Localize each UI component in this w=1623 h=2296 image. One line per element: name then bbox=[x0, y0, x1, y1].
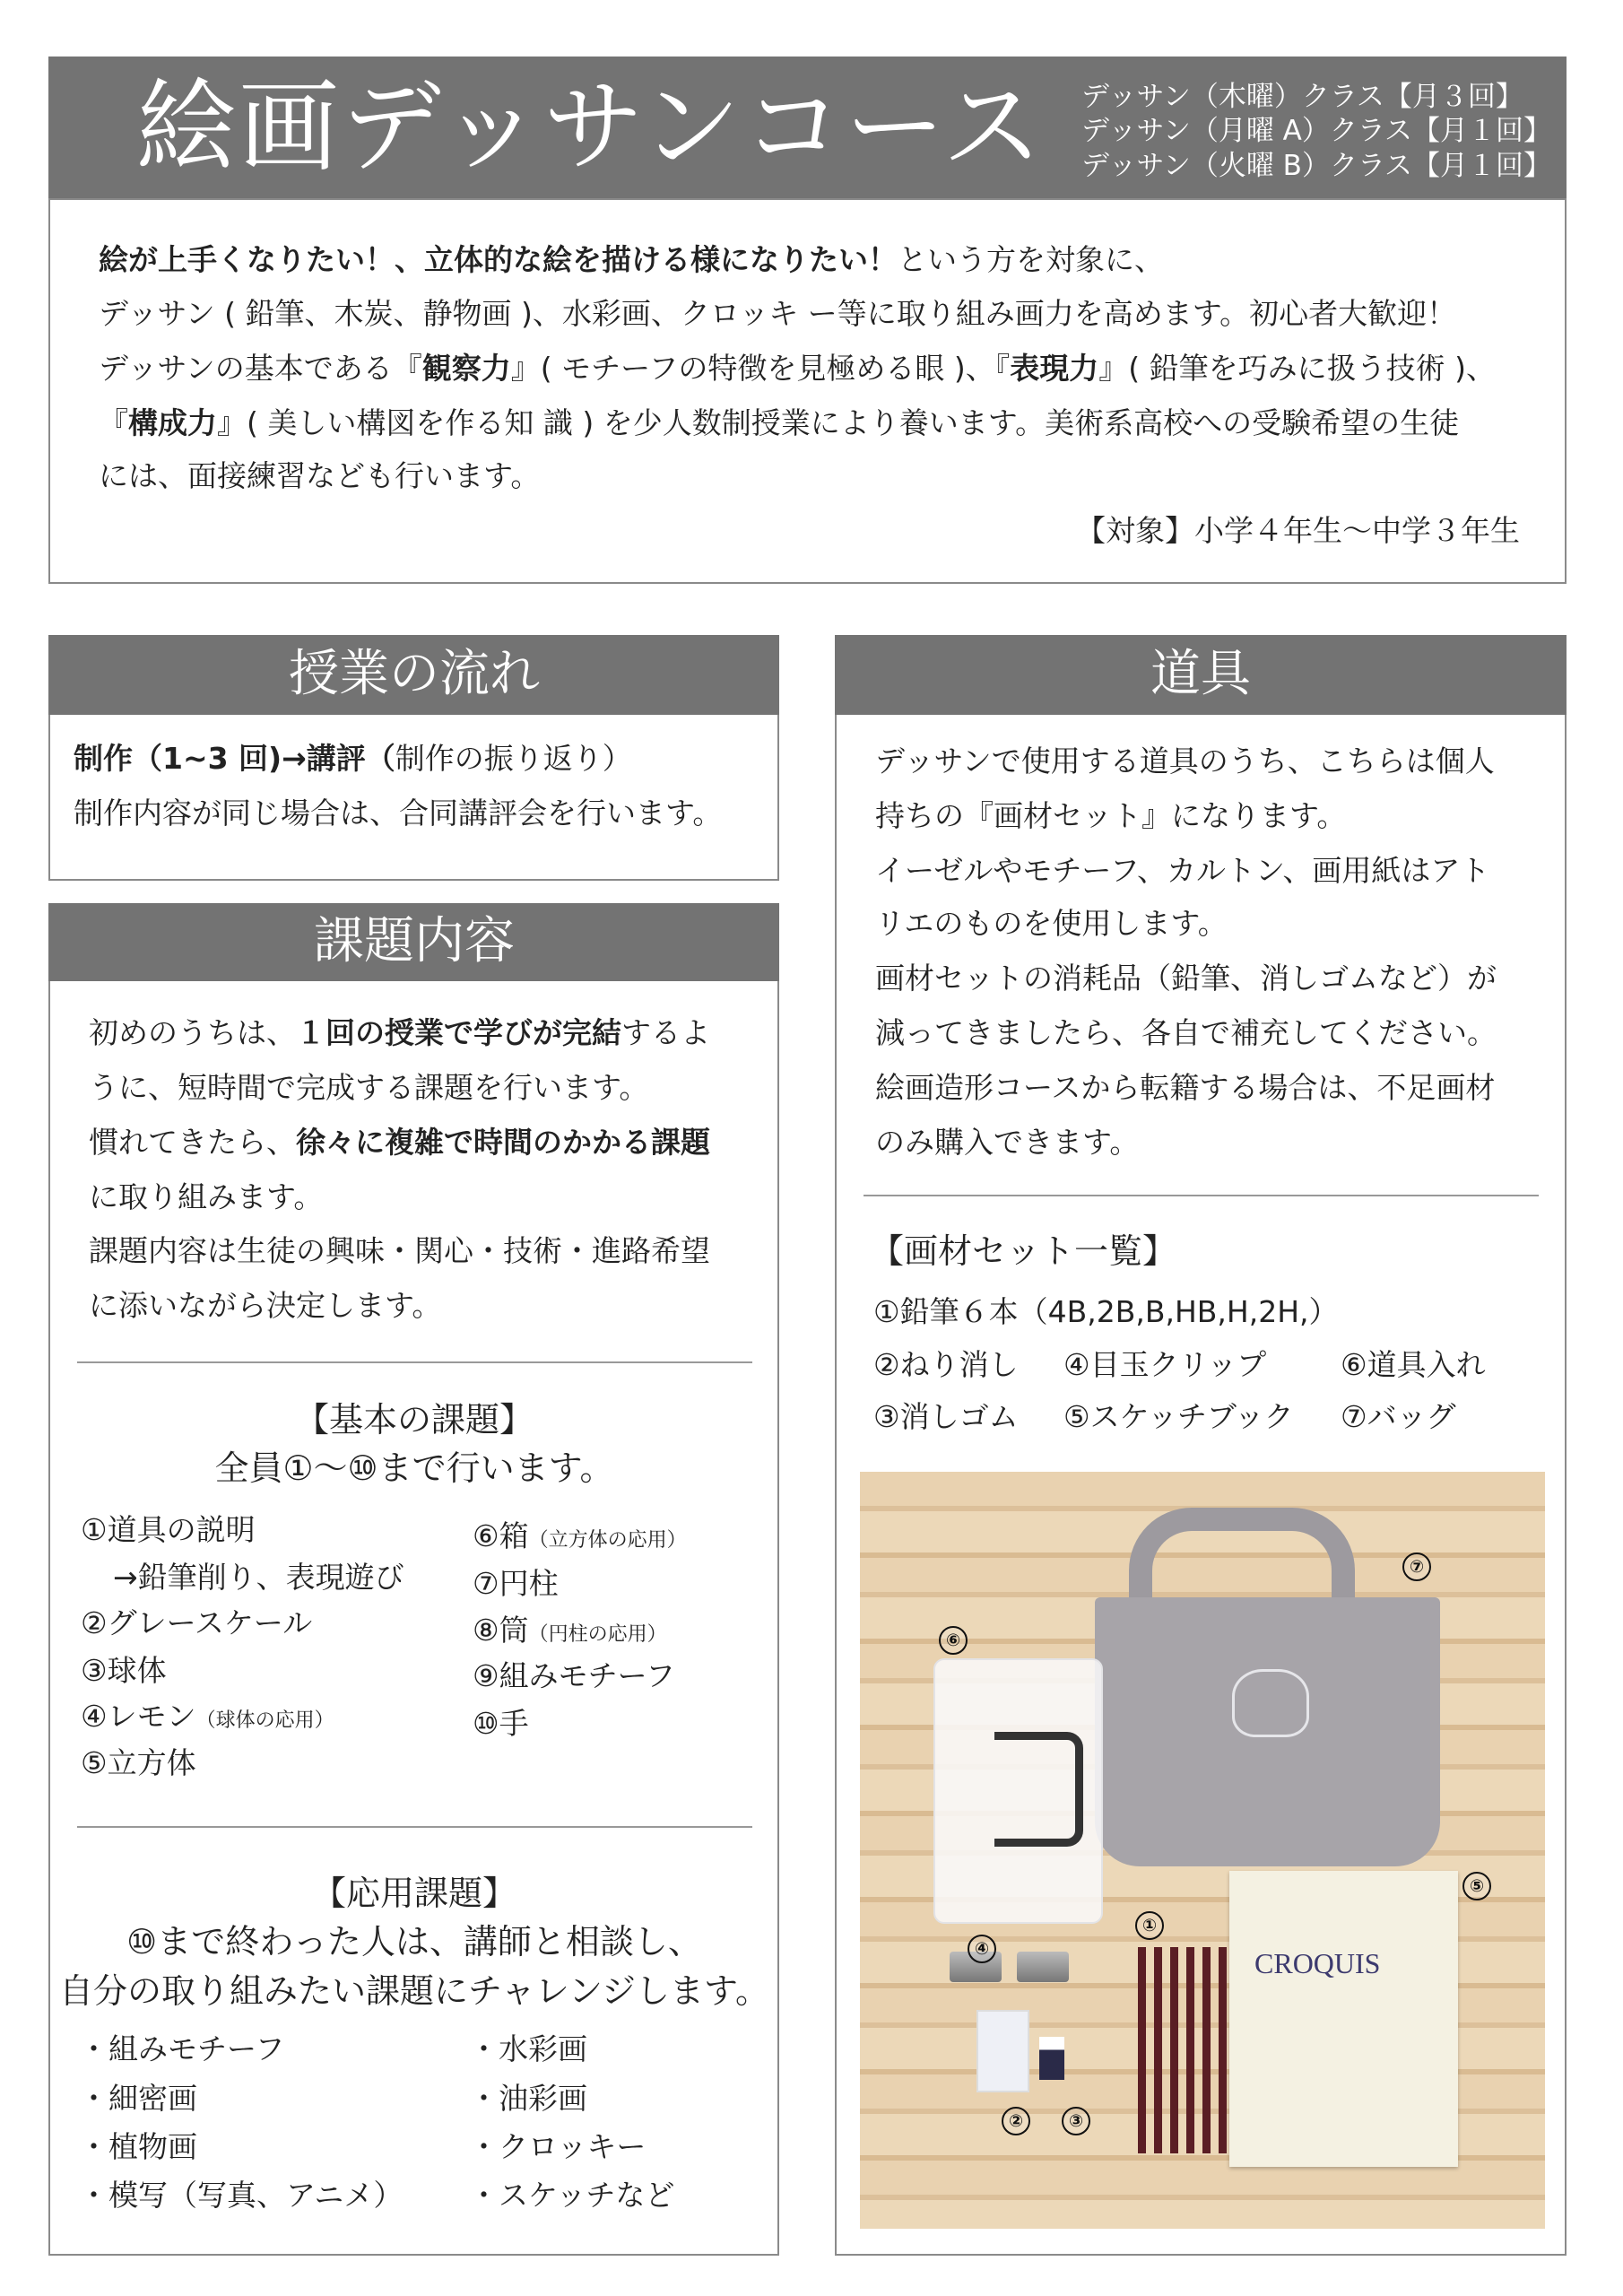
art-set-title: 【画材セット一覧】 bbox=[870, 1231, 1177, 1271]
tools-line: 持ちの『画材セット』になります。 bbox=[875, 798, 1347, 833]
tasks-line-6: に添いながら決定します。 bbox=[89, 1288, 442, 1323]
binder-clip bbox=[1017, 1952, 1069, 1982]
basic-task-7: ⑦円柱 bbox=[473, 1566, 559, 1601]
art-set-item: ④目玉クリップ bbox=[1063, 1347, 1267, 1382]
basic-task-2: ②グレースケール bbox=[81, 1605, 313, 1640]
flow-bold: 制作（1~3 回)→講評（ bbox=[74, 741, 395, 776]
label-5: ⑤ bbox=[1462, 1872, 1491, 1900]
advanced-tasks-line-2: 自分の取り組みたい課題にチャレンジします。 bbox=[59, 1971, 769, 2011]
tasks-text: 初めのうちは、 bbox=[89, 1015, 296, 1050]
basic-tasks-subtitle: 全員①～⑩まで行います。 bbox=[214, 1448, 614, 1488]
intro-text: 』( 美しい構図を作る知 識 ) を少人数制授業により養います。美術系高校への受験希望の生徒 bbox=[217, 405, 1460, 440]
flow-title: 授業の流れ bbox=[289, 645, 540, 703]
advanced-task: ・組みモチーフ bbox=[79, 2031, 285, 2066]
tasks-text: 慣れてきたら、 bbox=[89, 1125, 296, 1160]
page-title: 絵画デッサンコース bbox=[136, 69, 1045, 186]
tools-line: 減ってきましたら、各自で補充してください。 bbox=[875, 1015, 1497, 1050]
tools-line: イーゼルやモチーフ、カルトン、画用紙はアト bbox=[875, 853, 1490, 888]
basic-task-8 bbox=[473, 1608, 667, 1653]
basic-tasks-title: 【基本の課題】 bbox=[294, 1400, 534, 1439]
tasks-bold: 徐々に複雑で時間のかかる課題 bbox=[296, 1125, 710, 1160]
task-label: ④レモン bbox=[81, 1699, 196, 1734]
intro-text: 』( モチーフの特徴を見極める眼 )、『 bbox=[510, 351, 1011, 386]
intro-text: デッサンの基本である『 bbox=[99, 351, 422, 386]
art-set-item-1: ①鉛筆６本（4B,2B,B,HB,H,2H,） bbox=[873, 1294, 1339, 1329]
advanced-task: ・水彩画 bbox=[469, 2031, 587, 2066]
intro-line-2: デッサン ( 鉛筆、木炭、静物画 )、水彩画、クロッキ ー等に取り組み画力を高めます。初心者大歓迎！ bbox=[99, 296, 1457, 331]
art-set-item: ⑥道具入れ bbox=[1341, 1347, 1486, 1382]
divider bbox=[864, 1195, 1539, 1196]
intro-bold: 構成力 bbox=[128, 405, 217, 440]
advanced-task: ・油彩画 bbox=[469, 2081, 587, 2116]
task-label: ⑥箱 bbox=[473, 1518, 529, 1553]
tasks-line-4: に取り組みます。 bbox=[89, 1179, 324, 1214]
task-note: （球体の応用） bbox=[195, 1709, 334, 1732]
tool-case-handle bbox=[994, 1732, 1083, 1847]
tools-line: 絵画造形コースから転籍する場合は、不足画材 bbox=[875, 1070, 1496, 1105]
task-label: ⑧筒 bbox=[473, 1613, 529, 1648]
task-note: （立方体の応用） bbox=[528, 1529, 687, 1552]
advanced-tasks-line-1: ⑩まで終わった人は、講師と相談し、 bbox=[126, 1922, 702, 1961]
art-set-item: ⑦バッグ bbox=[1341, 1399, 1456, 1434]
intro-bold: 表現力 bbox=[1010, 351, 1099, 386]
intro-bold: 絵が上手くなりたい！、立体的な絵を描ける様になりたい！ bbox=[99, 242, 898, 277]
basic-task-6 bbox=[473, 1514, 687, 1559]
art-set-photo bbox=[860, 1472, 1545, 2229]
advanced-task: ・模写（写真、アニメ） bbox=[79, 2178, 404, 2213]
flow-text: 制作の振り返り） bbox=[395, 741, 632, 776]
advanced-task: ・スケッチなど bbox=[469, 2178, 675, 2213]
advanced-task: ・細密画 bbox=[79, 2081, 197, 2116]
kneaded-eraser bbox=[976, 2010, 1029, 2092]
label-3: ③ bbox=[1062, 2107, 1090, 2135]
tasks-line-3 bbox=[89, 1120, 710, 1165]
basic-task-9: ⑨組みモチーフ bbox=[473, 1658, 675, 1693]
basic-task-10: ⑩手 bbox=[473, 1706, 529, 1741]
tasks-title: 課題内容 bbox=[314, 912, 515, 970]
advanced-task: ・植物画 bbox=[79, 2129, 197, 2164]
divider bbox=[77, 1361, 752, 1363]
class-schedule-3: デッサン（火曜 B）クラス【月１回】 bbox=[1081, 150, 1552, 182]
label-7: ⑦ bbox=[1402, 1552, 1431, 1581]
pencils bbox=[1138, 1947, 1228, 2153]
label-1: ① bbox=[1135, 1911, 1164, 1940]
tasks-line-5: 課題内容は生徒の興味・関心・技術・進路希望 bbox=[89, 1233, 710, 1268]
intro-line-4 bbox=[99, 401, 1459, 446]
tasks-line-2: うに、短時間で完成する課題を行います。 bbox=[89, 1070, 649, 1105]
sketchbook bbox=[1229, 1871, 1458, 2167]
tools-line: デッサンで使用する道具のうち、こちらは個人 bbox=[875, 744, 1495, 778]
flow-line-1 bbox=[74, 736, 632, 781]
advanced-tasks-title: 【応用課題】 bbox=[311, 1874, 517, 1913]
tools-line: のみ購入できます。 bbox=[875, 1125, 1140, 1160]
advanced-task: ・クロッキー bbox=[469, 2129, 647, 2164]
intro-line-3 bbox=[99, 346, 1496, 391]
intro-text: 『 bbox=[99, 405, 128, 440]
art-set-item: ③消しゴム bbox=[873, 1399, 1019, 1434]
tools-line: 画材セットの消耗品（鉛筆、消しゴムなど）が bbox=[875, 961, 1497, 996]
divider bbox=[77, 1826, 752, 1828]
tools-title: 道具 bbox=[1150, 645, 1251, 703]
target-audience: 【対象】小学４年生～中学３年生 bbox=[1076, 513, 1520, 548]
sketchbook-label: CROQUIS bbox=[1254, 1947, 1381, 1979]
basic-task-3: ③球体 bbox=[81, 1653, 167, 1688]
basic-task-5: ⑤立方体 bbox=[81, 1745, 196, 1780]
tasks-bold: １回の授業で学びが完結 bbox=[296, 1015, 621, 1050]
label-2: ② bbox=[1002, 2107, 1030, 2135]
intro-line-1 bbox=[99, 238, 1164, 283]
class-schedule-1: デッサン（木曜）クラス【月３回】 bbox=[1081, 81, 1523, 113]
task-note: （円柱の応用） bbox=[528, 1623, 667, 1646]
tasks-line-1 bbox=[89, 1011, 710, 1056]
tools-line: リエのものを使用します。 bbox=[875, 906, 1228, 941]
class-schedule-2: デッサン（月曜 A）クラス【月１回】 bbox=[1081, 115, 1551, 147]
intro-bold: 観察力 bbox=[421, 351, 511, 386]
basic-task-4 bbox=[81, 1694, 334, 1739]
label-4: ④ bbox=[968, 1935, 996, 1963]
intro-text: 』( 鉛筆を巧みに扱う技術 )、 bbox=[1098, 351, 1497, 386]
label-6: ⑥ bbox=[939, 1626, 968, 1655]
intro-line-5: には、面接練習なども行います。 bbox=[99, 458, 541, 493]
art-set-item: ⑤スケッチブック bbox=[1063, 1399, 1294, 1434]
eraser bbox=[1039, 2037, 1064, 2080]
art-set-item: ②ねり消し bbox=[873, 1347, 1019, 1382]
basic-task-1: ①道具の説明 bbox=[81, 1512, 256, 1547]
tasks-text: するよ bbox=[621, 1015, 710, 1050]
bag-logo bbox=[1232, 1669, 1309, 1737]
basic-task-1-detail: →鉛筆削り、表現遊び bbox=[113, 1560, 404, 1595]
flow-line-2: 制作内容が同じ場合は、合同講評会を行います。 bbox=[74, 796, 723, 831]
intro-text: という方を対象に、 bbox=[898, 242, 1164, 277]
